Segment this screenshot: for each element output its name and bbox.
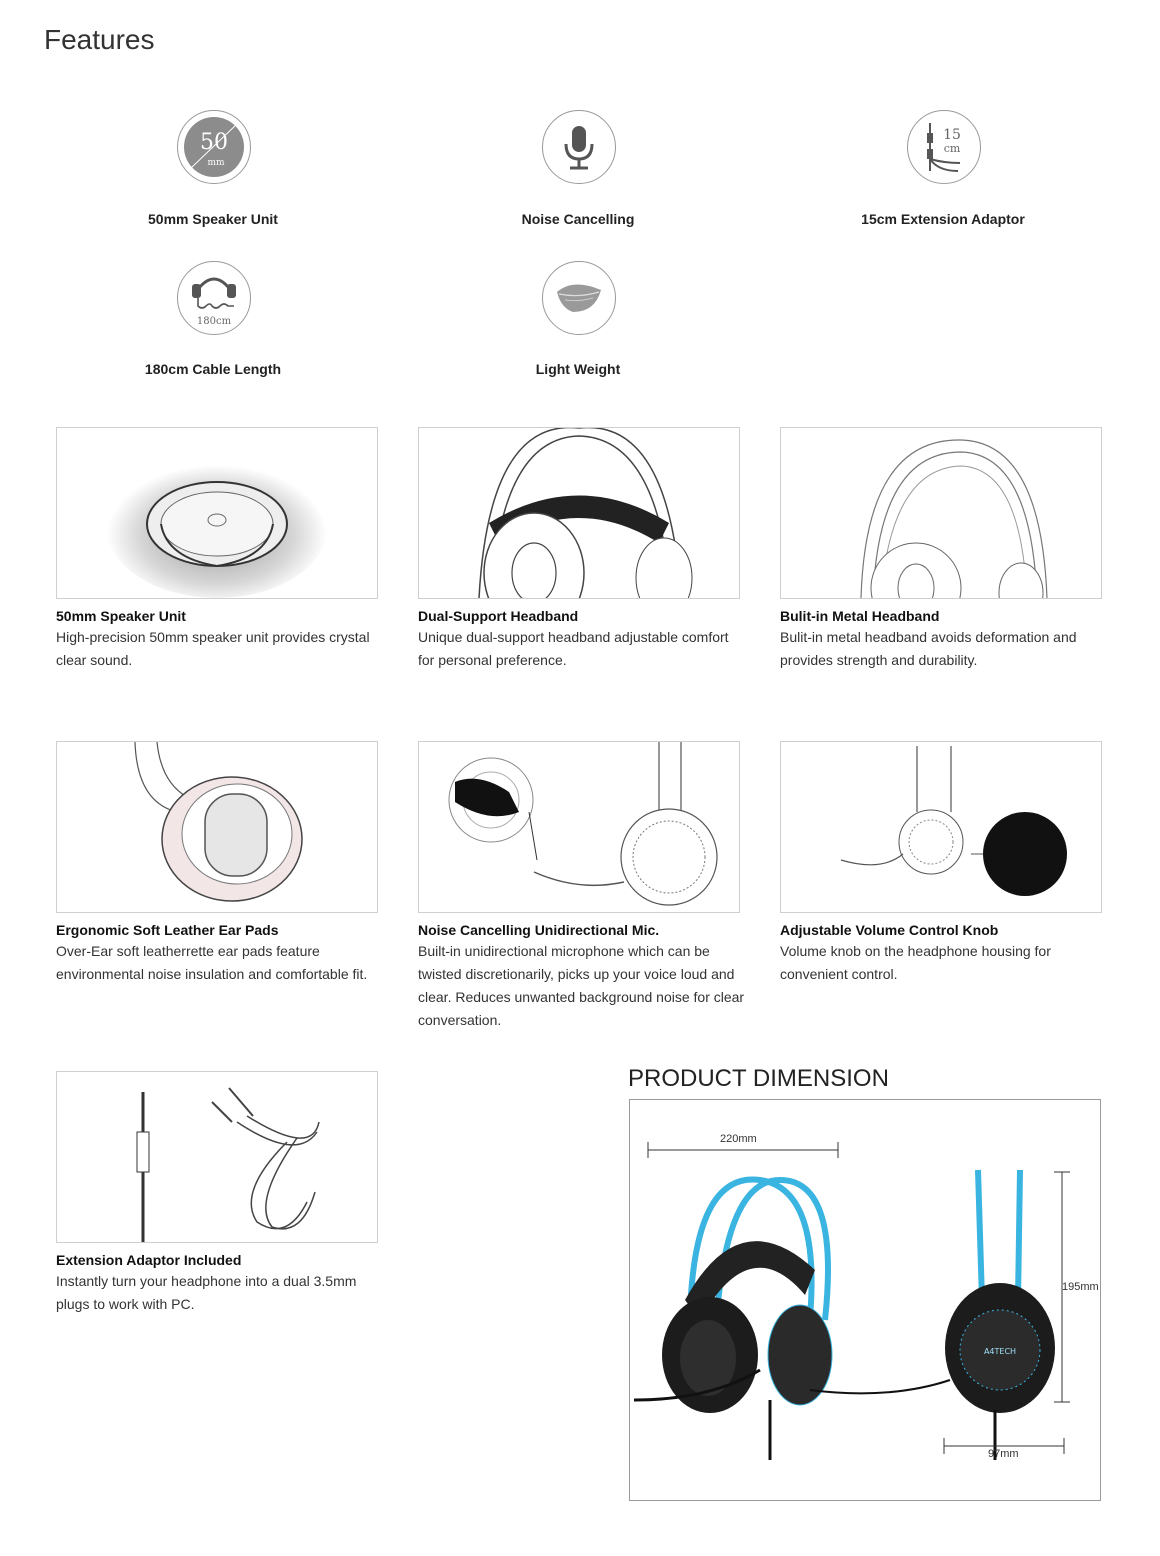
dimension-height-label: 195mm xyxy=(1062,1281,1099,1293)
feature-desc: Built-in unidirectional microphone which can be twisted discretionarily, picks up your voice loud and clear. Reduces unwanted background noise for clear conversation. xyxy=(418,943,745,1028)
speaker-50mm-icon xyxy=(177,110,251,184)
cable-glyph: 180cm xyxy=(196,316,232,327)
extension-adaptor-image xyxy=(56,1071,378,1243)
volume-knob-image xyxy=(780,741,1102,913)
feature-desc: Bulit-in metal headband avoids deformation and provides strength and durability. xyxy=(780,629,1077,668)
feature-desc: Instantly turn your headphone into a dual 3.5mm plugs to work with PC. xyxy=(56,1273,357,1312)
ear-pads-image xyxy=(56,741,378,913)
feature-title: Dual-Support Headband xyxy=(418,608,579,624)
feature-title: 50mm Speaker Unit xyxy=(56,608,186,624)
icon-label-noise: Noise Cancelling xyxy=(521,211,635,227)
feature-title: Bulit-in Metal Headband xyxy=(780,608,940,624)
icon-label-cable: 180cm Cable Length xyxy=(144,361,282,377)
dimension-depth-label: 97mm xyxy=(988,1448,1019,1460)
headband-image xyxy=(418,427,740,599)
icon-label-speaker: 50mm Speaker Unit xyxy=(148,211,278,227)
adaptor-glyph-top: 15 xyxy=(943,127,961,143)
feature-desc: Unique dual-support headband adjustable comfort for personal preference. xyxy=(418,629,729,668)
metal-headband-image xyxy=(780,427,1102,599)
brand-logo: A4TECH xyxy=(983,1347,1017,1356)
microphone-icon xyxy=(542,110,616,184)
feature-desc: High-precision 50mm speaker unit provides crystal clear sound. xyxy=(56,629,370,668)
speaker-glyph-top: 50 xyxy=(200,130,228,155)
dimension-figure xyxy=(629,1099,1101,1501)
dimension-width-label: 220mm xyxy=(720,1133,757,1145)
cable-length-icon xyxy=(177,261,251,335)
speaker-unit-image xyxy=(56,427,378,599)
speaker-glyph-bottom: mm xyxy=(207,158,225,168)
page-title: Features xyxy=(44,24,155,55)
adaptor-glyph-bottom: cm xyxy=(943,142,961,155)
feature-desc: Volume knob on the headphone housing for convenient control. xyxy=(780,943,1051,982)
feature-desc: Over-Ear soft leatherrette ear pads feature environmental noise insulation and comfortable fit. xyxy=(56,943,368,982)
feature-title: Ergonomic Soft Leather Ear Pads xyxy=(56,922,279,938)
icon-label-adaptor: 15cm Extension Adaptor xyxy=(861,211,1025,227)
dimension-title: PRODUCT DIMENSION xyxy=(628,1065,889,1092)
feature-title: Noise Cancelling Unidirectional Mic. xyxy=(418,922,660,938)
feature-title: Adjustable Volume Control Knob xyxy=(780,922,999,938)
feature-title: Extension Adaptor Included xyxy=(56,1252,242,1268)
extension-adaptor-icon xyxy=(907,110,981,184)
feather-icon xyxy=(542,261,616,335)
microphone-image xyxy=(418,741,740,913)
icon-label-light: Light Weight xyxy=(535,361,621,377)
